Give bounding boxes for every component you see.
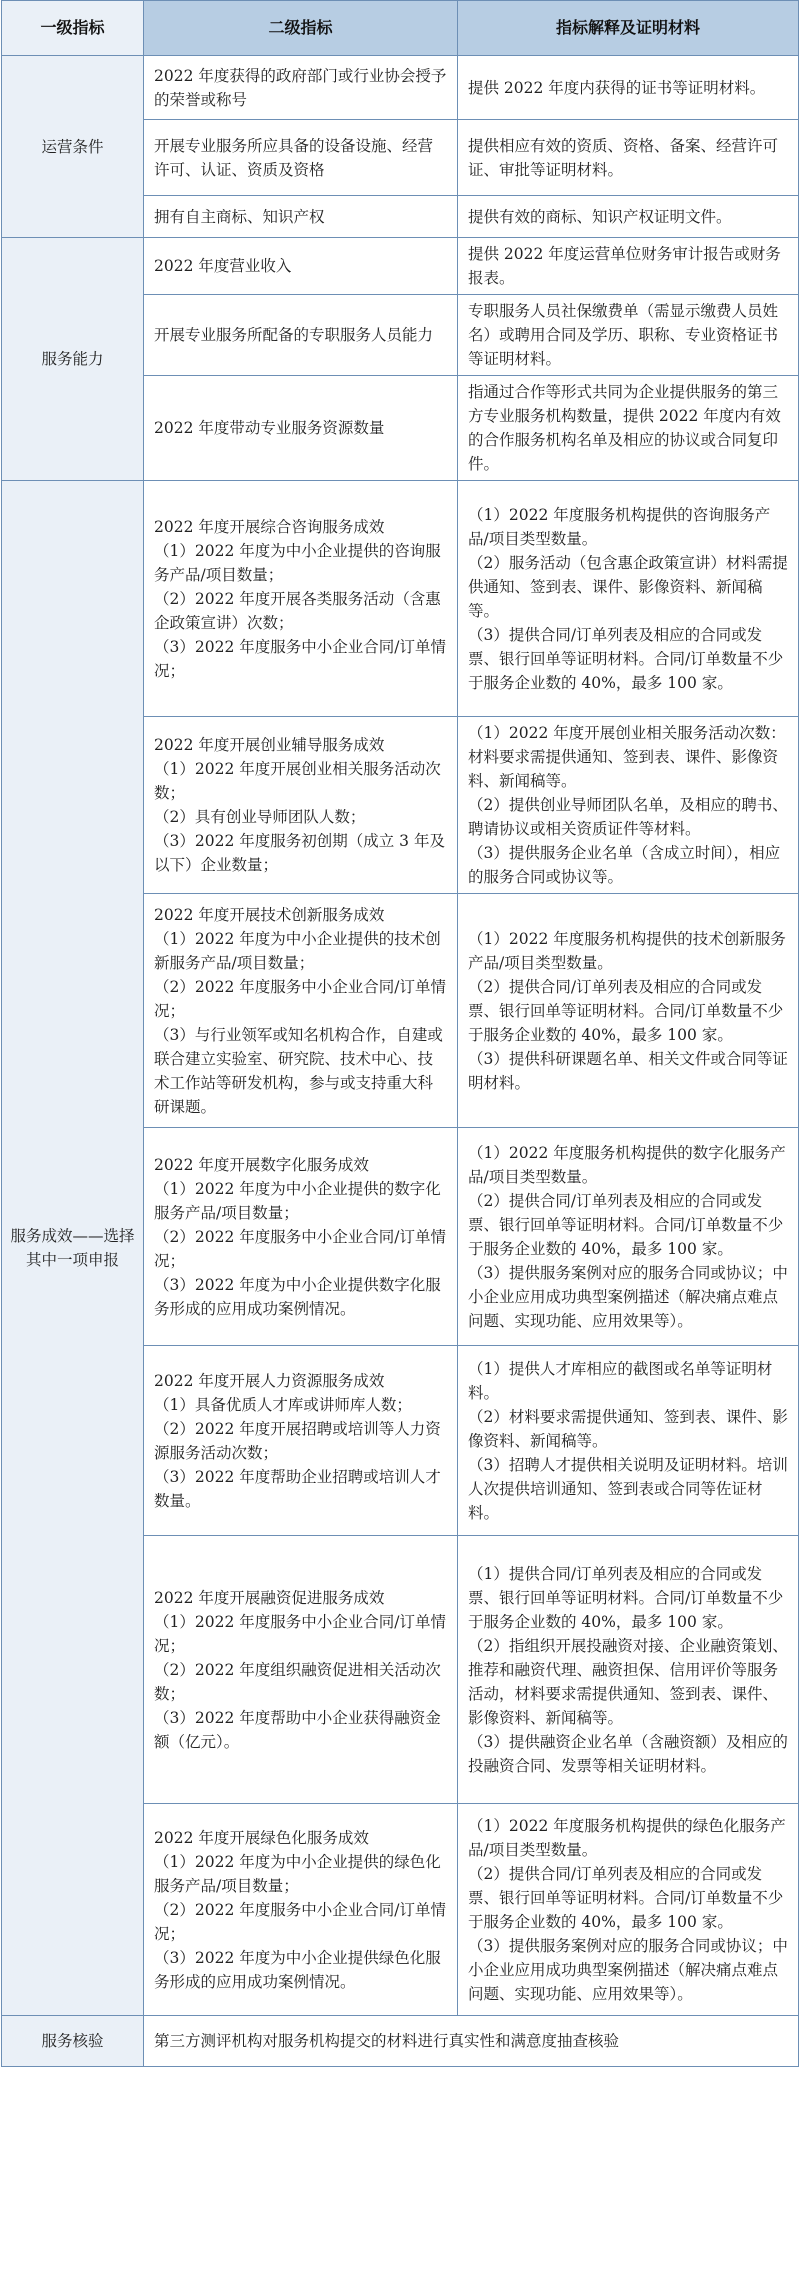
verification-row	[2, 2016, 799, 2067]
level2-line: （1）2022 年度开展创业相关服务活动次数；	[154, 760, 441, 802]
explain-line: （1）2022 年度服务机构提供的绿色化服务产品/项目类型数量。	[468, 1816, 786, 1859]
explain-line: （2）提供合同/订单列表及相应的合同或发票、银行回单等证明材料。合同/订单数量不少于服务企业数的 40%，最多 100 家。	[468, 1191, 784, 1258]
explain-cell	[458, 238, 799, 295]
explain-cell	[458, 1804, 799, 2016]
explain-line: （1）2022 年度服务机构提供的咨询服务产品/项目类型数量。	[468, 505, 771, 548]
level2-cell	[144, 481, 458, 717]
level2-line: （3）与行业领军或知名机构合作，自建或联合建立实验室、研究院、技术中心、技术工作站等研发机构，参与或支持重大科研课题。	[154, 1025, 443, 1116]
explain-cell	[458, 1536, 799, 1804]
level2-cell	[144, 376, 458, 481]
level1-cell: 服务核验	[2, 2016, 144, 2067]
level2-line: （3）2022 年度服务初创期（成立 3 年及以下）企业数量；	[154, 832, 445, 874]
level2-line: 2022 年度开展数字化服务成效	[154, 1155, 369, 1174]
explain-cell	[458, 894, 799, 1128]
explain-cell	[458, 196, 799, 238]
level2-line: 2022 年度开展人力资源服务成效	[154, 1371, 385, 1390]
header-row	[2, 1, 799, 56]
explain-cell	[458, 295, 799, 376]
explain-line: （3）提供科研课题名单、相关文件或合同等证明材料。	[468, 1049, 788, 1092]
table-row	[2, 481, 799, 717]
explain-line: （2）提供合同/订单列表及相应的合同或发票、银行回单等证明材料。合同/订单数量不少于服务企业数的 40%，最多 100 家。	[468, 1864, 784, 1931]
explain-line: （1）提供人才库相应的截图或名单等证明材料。	[468, 1359, 773, 1402]
level2-line: （1）2022 年度为中小企业提供的咨询服务产品/项目数量；	[154, 541, 441, 584]
explain-line: （3）提供合同/订单列表及相应的合同或发票、银行回单等证明材料。合同/订单数量不少于服务企业数的 40%，最多 100 家。	[468, 625, 784, 692]
level2-line: 2022 年度开展综合咨询服务成效	[154, 517, 385, 536]
explain-cell	[458, 1128, 799, 1346]
table-row	[2, 238, 799, 295]
level2-line: （3）2022 年度帮助中小企业获得融资金额（亿元）。	[154, 1708, 441, 1751]
level1-cell: 服务能力	[2, 238, 144, 481]
indicator-table	[1, 0, 799, 2067]
explain-line: （2）指组织开展投融资对接、企业融资策划、推荐和融资代理、融资担保、信用评价等服务活动，材料要求需提供通知、签到表、课件、影像资料、新闻稿等。	[468, 1636, 788, 1727]
explain-line: （3）提供服务案例对应的服务合同或协议；中小企业应用成功典型案例描述（解决痛点难点问题、实现功能、应用效果等）。	[468, 1263, 788, 1330]
level2-cell	[144, 717, 458, 894]
level2-line: （2）具有创业导师团队人数；	[154, 808, 366, 826]
table-body	[2, 56, 799, 2067]
explain-line: （1）2022 年度服务机构提供的数字化服务产品/项目类型数量。	[468, 1143, 786, 1186]
level2-line: 拥有自主商标、知识产权	[154, 207, 325, 226]
explain-line: （1）提供合同/订单列表及相应的合同或发票、银行回单等证明材料。合同/订单数量不少于服务企业数的 40%，最多 100 家。	[468, 1564, 784, 1631]
level2-line: （1）2022 年度为中小企业提供的技术创新服务产品/项目数量；	[154, 929, 441, 972]
level2-line: 开展专业服务所应具备的设备设施、经营许可、认证、资质及资格	[154, 136, 434, 179]
level2-line: （3）2022 年度为中小企业提供绿色化服务形成的应用成功案例情况。	[154, 1948, 441, 1991]
level2-line: （3）2022 年度服务中小企业合同/订单情况；	[154, 637, 446, 680]
explain-line: （1）2022 年度开展创业相关服务活动次数：材料要求需提供通知、签到表、课件、影像资料、新闻稿等。	[468, 724, 786, 790]
explain-line: （2）提供合同/订单列表及相应的合同或发票、银行回单等证明材料。合同/订单数量不少于服务企业数的 40%，最多 100 家。	[468, 977, 784, 1044]
level2-line: （2）2022 年度服务中小企业合同/订单情况；	[154, 977, 446, 1020]
level2-line: 2022 年度开展创业辅导服务成效	[154, 736, 385, 754]
header-level1: 一级指标	[2, 1, 144, 56]
explain-cell	[458, 120, 799, 196]
header-level2: 二级指标	[144, 1, 458, 56]
level2-cell	[144, 1346, 458, 1536]
level2-line: （2）2022 年度开展招聘或培训等人力资源服务活动次数；	[154, 1419, 441, 1462]
level2-cell	[144, 196, 458, 238]
level2-line: （3）2022 年度帮助企业招聘或培训人才数量。	[154, 1467, 441, 1510]
level2-cell	[144, 238, 458, 295]
explain-line: （3）提供融资企业名单（含融资额）及相应的投融资合同、发票等相关证明材料。	[468, 1732, 788, 1775]
explain-line: （1）2022 年度服务机构提供的技术创新服务产品/项目类型数量。	[468, 929, 786, 972]
level2-line: （1）2022 年度为中小企业提供的绿色化服务产品/项目数量；	[154, 1852, 441, 1895]
level2-line: （1）2022 年度为中小企业提供的数字化服务产品/项目数量；	[154, 1179, 441, 1222]
level2-line: 开展专业服务所配备的专职服务人员能力	[154, 326, 434, 344]
verification-text: 第三方测评机构对服务机构提交的材料进行真实性和满意度抽查核验	[144, 2016, 799, 2067]
explain-cell	[458, 1346, 799, 1536]
explain-cell	[458, 376, 799, 481]
level2-line: （1）具备优质人才库或讲师库人数；	[154, 1395, 412, 1414]
level2-line: （2）2022 年度组织融资促进相关活动次数；	[154, 1660, 441, 1703]
level2-line: （3）2022 年度为中小企业提供数字化服务形成的应用成功案例情况。	[154, 1275, 441, 1318]
level2-line: 2022 年度开展绿色化服务成效	[154, 1828, 369, 1847]
level2-line: （1）2022 年度服务中小企业合同/订单情况；	[154, 1612, 446, 1655]
level2-line: 2022 年度开展技术创新服务成效	[154, 905, 385, 924]
explain-line: （3）提供服务企业名单（含成立时间），相应的服务合同或协议等。	[468, 844, 781, 886]
level2-cell	[144, 1804, 458, 2016]
level2-cell	[144, 1128, 458, 1346]
level2-line: （2）2022 年度服务中小企业合同/订单情况；	[154, 1227, 446, 1270]
level2-cell	[144, 120, 458, 196]
level1-cell: 服务成效——选择其中一项申报	[2, 481, 144, 2016]
level2-line: 2022 年度开展融资促进服务成效	[154, 1588, 385, 1607]
level2-line: 2022 年度获得的政府部门或行业协会授予的荣誉或称号	[154, 66, 447, 109]
explain-line: 专职服务人员社保缴费单（需显示缴费人员姓名）或聘用合同及学历、职称、专业资格证书等证明材料。	[468, 302, 779, 368]
level1-cell: 运营条件	[2, 56, 144, 238]
level2-cell	[144, 56, 458, 120]
header-explain: 指标解释及证明材料	[458, 1, 799, 56]
explain-line: 提供 2022 年度运营单位财务审计报告或财务报表。	[468, 245, 781, 287]
level2-line: （2）2022 年度开展各类服务活动（含惠企政策宣讲）次数；	[154, 589, 441, 632]
explain-line: （2）提供创业导师团队名单，及相应的聘书、聘请协议或相关资质证件等材料。	[468, 796, 788, 838]
explain-line: 提供 2022 年度内获得的证书等证明材料。	[468, 78, 766, 97]
level2-line: （2）2022 年度服务中小企业合同/订单情况；	[154, 1900, 446, 1943]
explain-line: （2）服务活动（包含惠企政策宣讲）材料需提供通知、签到表、课件、影像资料、新闻稿等。	[468, 553, 788, 620]
level2-cell	[144, 894, 458, 1128]
explain-line: 提供有效的商标、知识产权证明文件。	[468, 207, 732, 226]
table-row	[2, 56, 799, 120]
explain-line: 提供相应有效的资质、资格、备案、经营许可证、审批等证明材料。	[468, 136, 779, 179]
explain-cell	[458, 481, 799, 717]
explain-line: （2）材料要求需提供通知、签到表、课件、影像资料、新闻稿等。	[468, 1407, 788, 1450]
explain-line: 指通过合作等形式共同为企业提供服务的第三方专业服务机构数量，提供 2022 年度内有效的合作服务机构名单及相应的协议或合同复印件。	[468, 383, 781, 473]
explain-line: （3）提供服务案例对应的服务合同或协议；中小企业应用成功典型案例描述（解决痛点难点问题、实现功能、应用效果等）。	[468, 1936, 788, 2003]
level2-line: 2022 年度营业收入	[154, 257, 292, 275]
explain-cell	[458, 56, 799, 120]
level2-line: 2022 年度带动专业服务资源数量	[154, 419, 385, 437]
explain-line: （3）招聘人才提供相关说明及证明材料。培训人次提供培训通知、签到表或合同等佐证材料。	[468, 1455, 788, 1522]
level2-cell	[144, 295, 458, 376]
explain-cell	[458, 717, 799, 894]
level2-cell	[144, 1536, 458, 1804]
